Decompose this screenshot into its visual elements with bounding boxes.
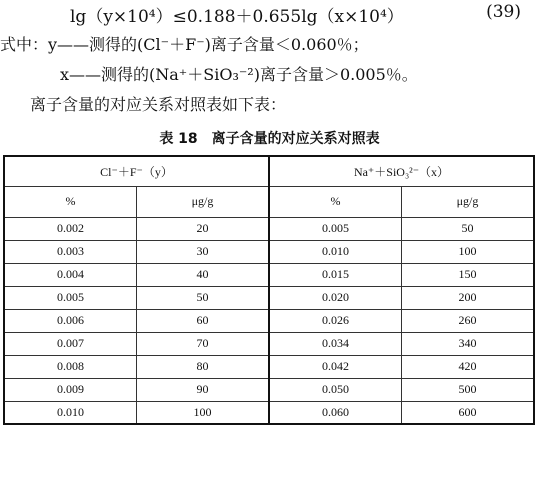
table-cell: 0.007 — [4, 332, 137, 355]
definition-y: 式中：y——测得的(Cl⁻＋F⁻)离子含量＜0.060％； — [0, 35, 369, 54]
table-cell: 500 — [402, 378, 535, 401]
definition-x: x——测得的(Na⁺＋SiO₃⁻²)离子含量＞0.005％。 — [60, 65, 418, 84]
unit-header: μg/g — [137, 186, 270, 217]
table-cell: 40 — [137, 263, 270, 286]
table-row — [4, 332, 534, 355]
table-cell: 0.006 — [4, 309, 137, 332]
table-cell: 80 — [137, 355, 270, 378]
ion-content-table — [3, 155, 535, 425]
table-cell: 0.008 — [4, 355, 137, 378]
table-cell: 0.050 — [269, 378, 402, 401]
table-cell: 60 — [137, 309, 270, 332]
table-cell: 600 — [402, 401, 535, 424]
formula-number: (39) — [486, 2, 521, 22]
table-cell: 0.026 — [269, 309, 402, 332]
table-cell: 150 — [402, 263, 535, 286]
group-header-right: Na⁺＋SiO₃²⁻（x） — [269, 156, 534, 186]
table-caption: 表 18 离子含量的对应关系对照表 — [159, 131, 380, 147]
table-cell: 200 — [402, 286, 535, 309]
table-cell: 0.004 — [4, 263, 137, 286]
table-row — [4, 240, 534, 263]
table-cell: 90 — [137, 378, 270, 401]
table-cell: 0.005 — [269, 217, 402, 240]
table-cell: 0.010 — [269, 240, 402, 263]
table-row — [4, 309, 534, 332]
table-cell: 0.002 — [4, 217, 137, 240]
table-cell: 0.034 — [269, 332, 402, 355]
table-row — [4, 286, 534, 309]
table-row — [4, 378, 534, 401]
unit-header-row — [4, 186, 534, 217]
table-cell: 0.042 — [269, 355, 402, 378]
formula: lg（y×10⁴）≤0.188＋0.655lg（x×10⁴） — [70, 7, 404, 27]
table-cell: 420 — [402, 355, 535, 378]
table-cell: 0.005 — [4, 286, 137, 309]
table-cell: 50 — [402, 217, 535, 240]
table-cell: 0.060 — [269, 401, 402, 424]
table-cell: 50 — [137, 286, 270, 309]
table-cell: 0.015 — [269, 263, 402, 286]
table-row — [4, 401, 534, 424]
table-cell: 0.020 — [269, 286, 402, 309]
table-row — [4, 355, 534, 378]
table-row — [4, 217, 534, 240]
table-row — [4, 263, 534, 286]
group-header-left: Cl⁻＋F⁻（y） — [4, 156, 269, 186]
table-cell: 70 — [137, 332, 270, 355]
group-header-row — [4, 156, 534, 186]
table-cell: 100 — [137, 401, 270, 424]
unit-header: % — [4, 186, 137, 217]
table-cell: 260 — [402, 309, 535, 332]
table-cell: 0.010 — [4, 401, 137, 424]
unit-header: μg/g — [402, 186, 535, 217]
table-cell: 20 — [137, 217, 270, 240]
table-cell: 340 — [402, 332, 535, 355]
table-cell: 0.003 — [4, 240, 137, 263]
table-cell: 30 — [137, 240, 270, 263]
table-cell: 100 — [402, 240, 535, 263]
table-intro: 离子含量的对应关系对照表如下表： — [30, 95, 287, 114]
table-cell: 0.009 — [4, 378, 137, 401]
unit-header: % — [269, 186, 402, 217]
